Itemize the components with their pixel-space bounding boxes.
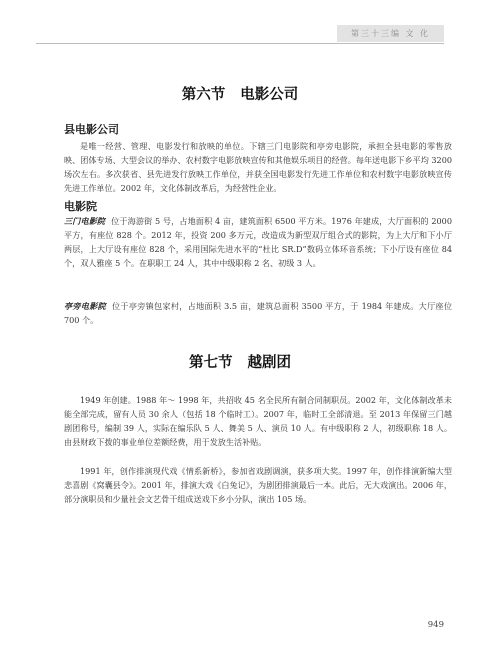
subsection-cinemas-title: 电影院 (64, 200, 97, 213)
section-6-title: 第六节 电影公司 (181, 87, 299, 103)
sanmen-cinema-paragraph (64, 214, 452, 270)
section-7-title: 第七节 越剧团 (188, 355, 292, 371)
sanmen-cinema-name: 三门电影院 (64, 216, 106, 226)
sanmen-cinema-text: 位于海游街 5 号，占地面积 4 亩，建筑面积 6500 平方米。1976 年建成，大厅面积的 2000 平方，有座位 828 个。2012 年，投资 200 多万元，改造成为新型双厅组合式的影院，为上大厅和下小厅两层，上大厅设有座位 828 个，采用国际先进水平的“杜比 SR.D”数码立体环音系统；下小厅设有座位 84 个，双人雅座 5 个。在职职工 24 人，其中中级职称 2 名、初级 3 人。 (64, 216, 452, 268)
page-number: 949 (427, 620, 444, 630)
opera-troupe-paragraph-2: 1991 年，创作排演现代戏《情系新桥》，参加省戏剧调演，获多项大奖。1997 年，创作排演新编大型悲喜剧《窝囊县令》。2001 年，排演大戏《白兔记》，为剧团排演最后一本。此后，无大戏演出。2006 年，部分演职员和少量社会文艺骨干组成送戏下乡小分队，演出 105 场。 (64, 466, 452, 504)
tingpang-cinema-text: 位于亭旁镇包家村，占地面积 3.5 亩，建筑总面积 3500 平方，于 1984 年建成。大厅座位 700 个。 (64, 301, 452, 325)
tingpang-cinema-name: 亭旁电影院 (64, 301, 107, 311)
subsection-county-film-company-title: 县电影公司 (64, 123, 119, 136)
county-film-company-paragraph: 是唯一经营、管理、电影发行和放映的单位。下辖三门电影院和亭旁电影院，承担全县电影的零售放映、团体专场、大型会议的举办、农村数字电影放映宣传和其他娱乐项目的经营。每年送电影下乡平均 3200 场次左右。多次获省、县先进发行放映工作单位，并获全国电影发行先进工作单位和农村数字电影放映宣传先进工作单位。2002 年，文化体制改革后，为经营性企业。 (64, 141, 452, 193)
header-rule (36, 43, 444, 44)
tingpang-cinema-paragraph (64, 299, 452, 327)
running-head: 第三十三编 文 化 (337, 25, 444, 42)
opera-troupe-paragraph-1: 1949 年创建。1988 年～ 1998 年，共招收 45 名全民所有制合同制职员。2002 年，文化体制改革未能全部完成，留有人员 30 余人（包括 18 个临时工）。2007 年，临时工全部清退。至 2013 年保留三门越剧团称号，编制 39 人，实际在编乐队 5 人、舞美 5 人、演员 10 人。有中级职称 2 人，初级职称 18 人。由县财政下拨的事业单位差额经费，用于发放生活补贴。 (64, 395, 452, 447)
